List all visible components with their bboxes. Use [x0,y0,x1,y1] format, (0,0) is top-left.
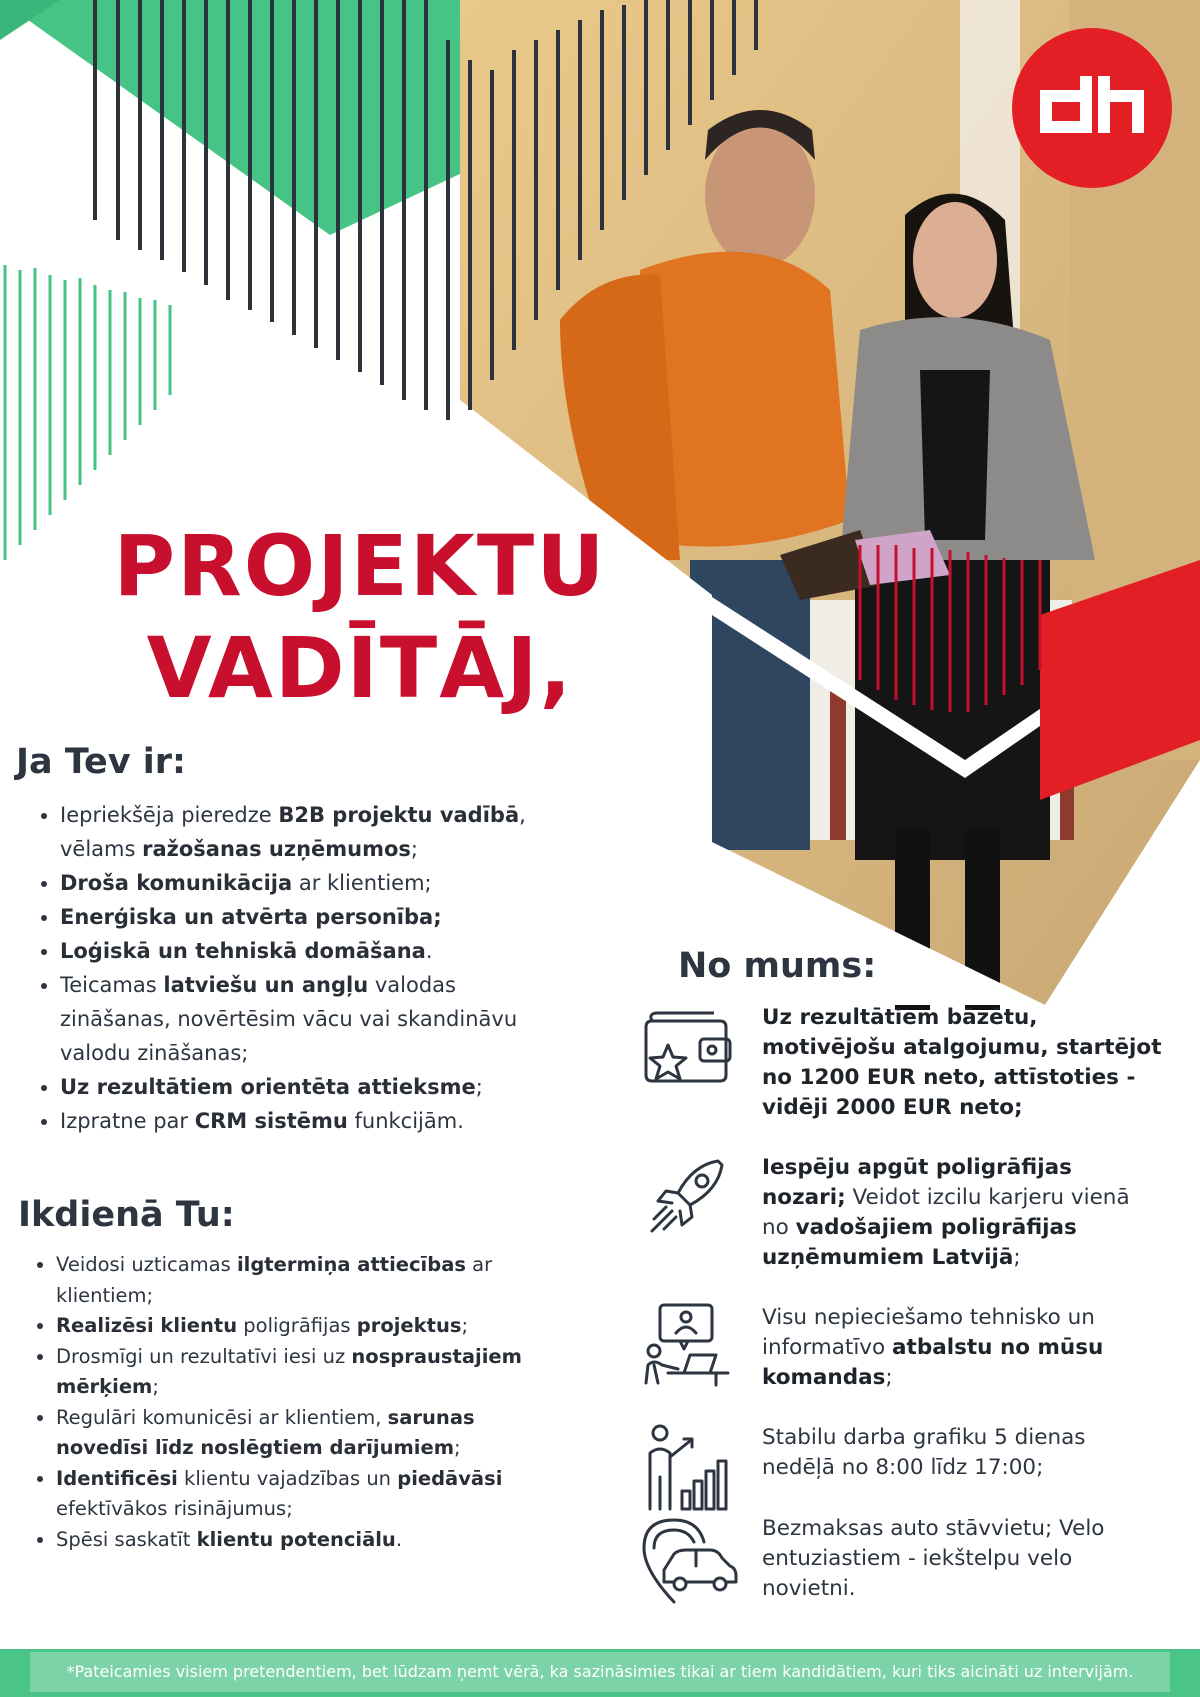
daily-title: Ikdienā Tu: [18,1195,235,1235]
bold-text: sarunas novedīsi līdz noslēgtiem darījumiem [56,1405,475,1459]
text-segment: Izpratne par [60,1109,195,1133]
list-item [60,968,560,1070]
wallet-star-icon [638,1003,738,1093]
text-segment: ar klientiem; [56,1253,493,1307]
list-item [56,1403,556,1464]
bold-text: Realizēsi klientu [56,1314,238,1337]
benefit-text [762,1153,1162,1273]
online-support-icon [638,1303,738,1393]
text-segment: ; [475,1075,483,1099]
text-segment: ; [1013,1245,1021,1270]
headline-line-2: VADĪTĀJ, [146,619,574,717]
benefit-text [762,1003,1162,1123]
list-item [56,1311,556,1342]
text-segment: Drosmīgi un rezultatīvi iesi uz [56,1344,352,1368]
bold-text: klientu potenciālu [196,1527,396,1551]
list-item [60,1070,560,1104]
bold-text: piedāvāsi [397,1466,503,1490]
car-location-icon [638,1514,738,1604]
benefit-text [762,1514,1162,1604]
headline [60,515,660,719]
list-item [60,866,560,900]
growth-chart-icon [638,1423,738,1513]
bold-text: Enerģiska un atvērta personība; [60,905,442,929]
bold-text: Loģiskā un tehniskā domāšana [60,939,426,963]
requirements-list [22,798,560,1138]
text-segment: ar klientiem; [292,871,432,895]
list-item [56,1342,556,1403]
bold-text: CRM sistēmu [194,1109,348,1133]
bold-text: nospraustajiem mērķiem [56,1344,522,1398]
text-segment: Veidosi uzticamas [56,1253,237,1276]
list-item [56,1525,556,1556]
bold-text: Identificēsi [56,1466,178,1490]
bold-text: Iespēju apgūt poligrāfijas nozari; [762,1155,1072,1210]
bold-text: B2B projektu vadībā [278,803,520,827]
footer-disclaimer: *Pateicamies visiem pretendentiem, bet lūdzam ņemt vērā, ka sazināsimies tikai ar tiem kandidātiem, kuri tiks aicināti uz intervijām. [66,1662,1134,1681]
text-segment: valodas zināšanas, novērtēsim vācu vai skandināvu valodu zināšanas; [60,973,518,1065]
text-segment: , vēlams [60,803,526,861]
text-segment: efektīvākos risinājumus; [56,1497,293,1520]
bold-text: Uz rezultātiem bāzētu, motivējošu atalgojumu, startējot no 1200 EUR neto, attīstoties - vidēji 2000 EUR neto; [762,1005,1162,1120]
dh-logo-icon [1012,28,1172,188]
text-segment: poligrāfijas [237,1314,357,1337]
text-segment: Iepriekšēja pieredze [60,803,279,827]
text-segment: Visu nepieciešamo tehnisko un informatīvo [762,1305,1095,1360]
bold-text: atbalstu no mūsu komandas [762,1335,1104,1390]
text-segment: ; [410,837,418,861]
list-item [56,1464,556,1525]
text-segment: klientu vajadzības un [177,1466,398,1490]
text-segment: Regulāri komunicēsi ar klientiem, [56,1405,388,1429]
list-item [60,934,560,968]
text-segment: ; [454,1436,461,1459]
list-item [56,1250,556,1311]
benefit-text [762,1423,1162,1483]
bold-text: projektus [356,1314,462,1337]
bold-text: Uz rezultātiem orientēta attieksme [60,1075,476,1099]
offer-title: No mums: [678,946,877,986]
bold-text: vadošajiem poligrāfijas uzņēmumiem Latvijā [762,1215,1077,1270]
rocket-icon [638,1153,738,1243]
text-segment: Bezmaksas auto stāvvietu; Velo entuziastiem - iekštelpu velo novietni. [762,1516,1105,1601]
list-item [60,798,560,866]
bold-text: ilgtermiņa attiecības [236,1253,466,1276]
headline-line-1: PROJEKTU [113,517,607,615]
daily-tasks-list [18,1250,556,1555]
list-item [60,1104,560,1138]
company-logo [1012,28,1172,188]
text-segment: ; [885,1365,893,1390]
text-segment: Spēsi saskatīt [56,1527,197,1551]
text-segment: . [425,939,433,963]
bold-text: ražošanas uzņēmumos [142,837,411,861]
text-segment: funkcijām. [347,1109,464,1133]
bold-text: latviešu un angļu [163,973,369,997]
requirements-title: Ja Tev ir: [16,742,187,782]
text-segment: Teicamas [60,973,164,997]
text-segment: . [395,1527,403,1551]
text-segment: Veidot izcilu karjeru vienā no [762,1185,1130,1240]
list-item [60,900,560,934]
text-segment: Stabilu darba grafiku 5 dienas nedēļā no 8:00 līdz 17:00; [762,1425,1086,1480]
text-segment: ; [461,1314,469,1337]
bold-text: Droša komunikācija [60,871,293,895]
benefit-text [762,1303,1162,1393]
text-segment: ; [152,1375,159,1398]
